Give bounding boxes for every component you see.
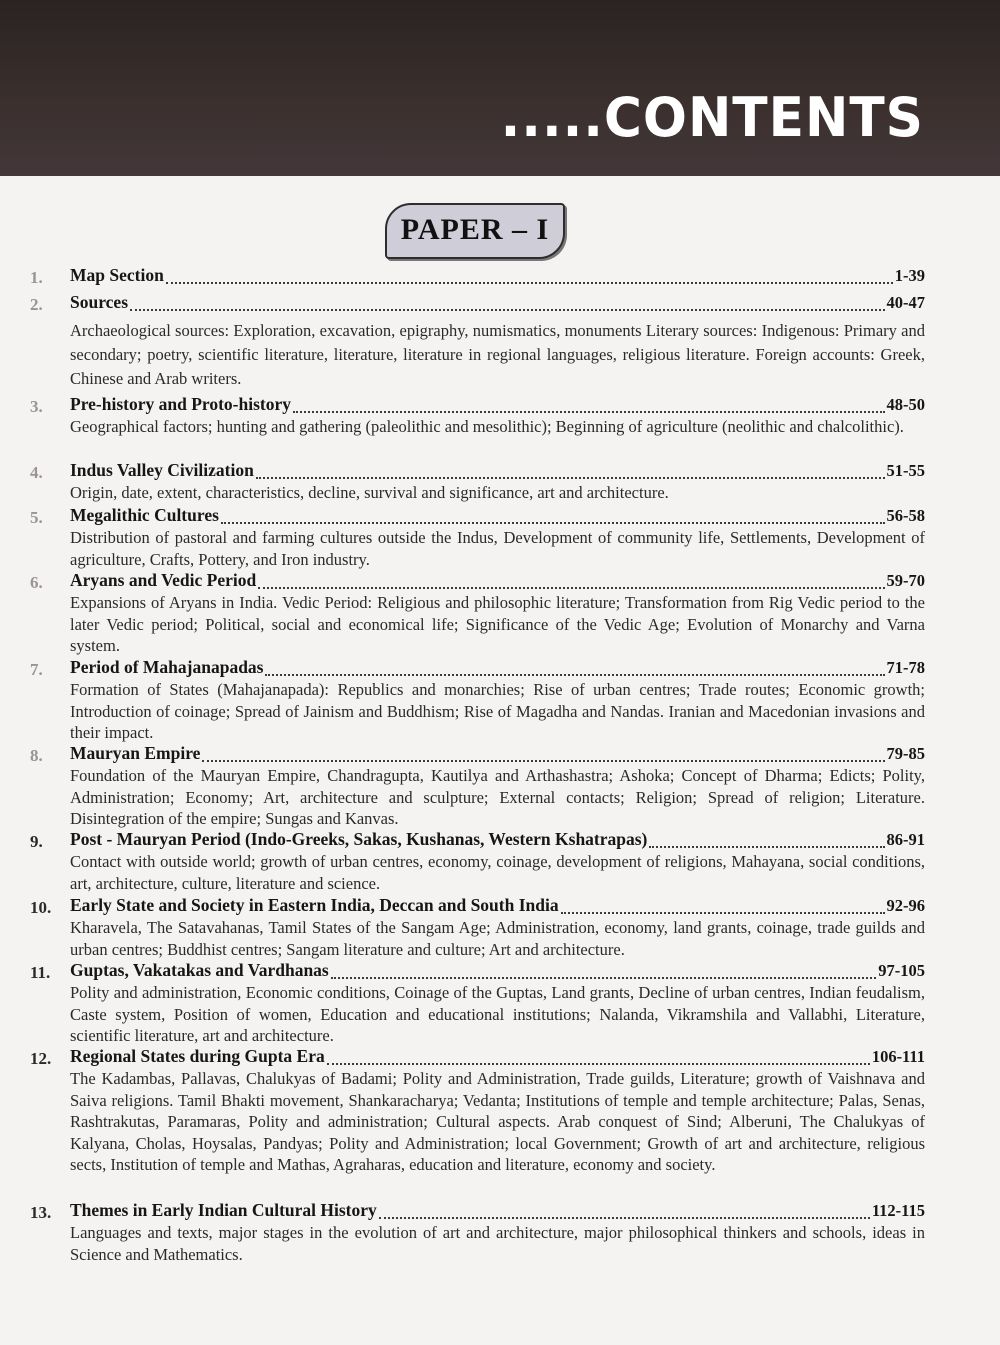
entry-pages: 79-85 [886, 744, 925, 763]
entry-number: 6. [30, 573, 43, 592]
entry-number: 7. [30, 660, 43, 679]
entry-heading [70, 265, 925, 289]
entry-description: Geographical factors; hunting and gathering (paleolithic and mesolithic); Beginning of agriculture (neolithic and chalcolithic). [70, 417, 904, 436]
entry-number: 3. [30, 397, 43, 416]
entry-description: Contact with outside world; growth of urban centres, economy, coinage, development of religions, Mahayana, social conditions, art, architecture, culture, literature and science. [70, 852, 925, 893]
paper-label-badge [385, 203, 565, 259]
entry-pages: 92-96 [886, 896, 925, 915]
entry-heading [70, 657, 925, 681]
dot-leader [331, 961, 877, 979]
entry-heading [70, 1200, 925, 1224]
entry-pages: 112-115 [871, 1201, 925, 1220]
entry-pages: 51-55 [886, 461, 925, 480]
entry-heading [70, 1046, 925, 1070]
entry-heading [70, 394, 925, 418]
entry-heading [70, 505, 925, 529]
dot-leader [327, 1047, 870, 1065]
entry-heading [70, 895, 925, 919]
entry-number: 5. [30, 508, 43, 527]
dot-leader [256, 461, 885, 479]
entry-description: Formation of States (Mahajanapada): Republics and monarchies; Rise of urban centres; Trade routes; Economic growth; Introduction of coinage; Spread of Jainism and Buddhism; Rise of Magadha and Nandas. Iranian and Macedonian invasions and their impact. [70, 680, 925, 742]
entry-title: Period of Mahajanapadas [70, 657, 264, 677]
entry-number: 10. [30, 898, 52, 917]
entry-pages: 106-111 [871, 1047, 925, 1066]
dot-leader [293, 395, 885, 413]
dot-leader [561, 896, 885, 914]
dot-leader [130, 293, 884, 311]
dot-leader [379, 1201, 870, 1219]
entry-number: 4. [30, 463, 43, 482]
entry-pages: 1-39 [894, 266, 925, 285]
entry-number: 13. [30, 1203, 52, 1222]
dot-leader [649, 830, 884, 848]
entry-number: 1. [30, 268, 43, 287]
dot-leader [258, 571, 884, 589]
entry-pages: 56-58 [886, 506, 925, 525]
entry-title: Guptas, Vakatakas and Vardhanas [70, 960, 329, 980]
paper-label: PAPER – I [400, 213, 550, 246]
entry-description: Archaeological sources: Exploration, excavation, epigraphy, numismatics, monuments Literary sources: Indigenous: Primary and secondary; poetry, scientific literature, literature, literature in regional languages, religious literature. Foreign accounts: Greek, Chinese and Arab writers. [70, 321, 925, 388]
entry-title: Sources [70, 292, 129, 312]
entry-title: Themes in Early Indian Cultural History [70, 1200, 377, 1220]
entry-description: Origin, date, extent, characteristics, decline, survival and significance, art and architecture. [70, 483, 669, 502]
entry-description: Distribution of pastoral and farming cultures outside the Indus, Development of community life, Settlements, Development of agriculture, Crafts, Pottery, and Iron industry. [70, 528, 925, 569]
dot-leader [265, 658, 884, 676]
entry-description: Kharavela, The Satavahanas, Tamil States of the Sangam Age; Administration, economy, land grants, coinage, trade guilds and urban centres; Buddhist centres; Sangam literature and culture; Art and architecture. [70, 918, 925, 959]
entry-heading [70, 570, 925, 594]
entry-pages: 71-78 [886, 658, 925, 677]
contents-title: .....CONTENTS [500, 86, 924, 149]
entry-number: 2. [30, 295, 43, 314]
entry-pages: 48-50 [886, 395, 925, 414]
header-band [0, 0, 1000, 176]
entry-description: The Kadambas, Pallavas, Chalukyas of Badami; Polity and Administration, Trade guilds, Literature; growth of Vaishnava and Saiva religions. Tamil Bhakti movement, Shankaracharya; Vedanta; Institutions of temple and temple architecture; Palas, Senas, Rashtrakutas, Paramaras, Polity and administration; Cultural aspects. Arab conquest of Sind; Alberuni, The Chalukyas of Kalyana, Cholas, Hoysalas, Pandyas; Polity and Administration; local Government; Growth of art and architecture, religious sects, Institution of temple and Mathas, Agraharas, education and literature, economy and society. [70, 1069, 925, 1174]
entry-number: 11. [30, 963, 51, 982]
entry-title: Pre-history and Proto-history [70, 394, 291, 414]
entry-title: Megalithic Cultures [70, 505, 219, 525]
dot-leader [221, 506, 885, 524]
entry-title: Map Section [70, 265, 164, 285]
entry-title: Post - Mauryan Period (Indo-Greeks, Sakas, Kushanas, Western Kshatrapas) [70, 829, 648, 849]
entry-pages: 40-47 [886, 293, 925, 312]
dot-leader [166, 266, 893, 284]
entry-description: Polity and administration, Economic conditions, Coinage of the Guptas, Land grants, Decline of urban centres, Indian feudalism, Caste system, Position of women, Education and educational institutions; Nalanda, Vikramshila and Vallabhi, Literature, scientific literature, art and architecture. [70, 983, 925, 1045]
entry-title: Aryans and Vedic Period [70, 570, 257, 590]
entry-heading [70, 960, 925, 984]
entry-heading [70, 743, 925, 767]
entry-pages: 59-70 [886, 571, 925, 590]
entry-heading [70, 460, 925, 484]
entry-heading [70, 292, 925, 316]
entry-pages: 86-91 [886, 830, 925, 849]
dot-leader [202, 744, 884, 762]
entry-title: Regional States during Gupta Era [70, 1046, 325, 1066]
entry-description: Foundation of the Mauryan Empire, Chandragupta, Kautilya and Arthashastra; Ashoka; Concept of Dharma; Edicts; Polity, Administration; Economy; Art, architecture and sculpture; External contacts; Religion; Spread of religion; Literature. Disintegration of the empire; Sungas and Kanvas. [70, 766, 925, 828]
entry-title: Early State and Society in Eastern India, Deccan and South India [70, 895, 559, 915]
entry-number: 9. [30, 832, 43, 851]
entry-description: Languages and texts, major stages in the evolution of art and architecture, major philosophical thinkers and schools, ideas in Science and Mathematics. [70, 1223, 925, 1264]
entry-pages: 97-105 [878, 961, 925, 980]
entry-number: 12. [30, 1049, 52, 1068]
entry-description: Expansions of Aryans in India. Vedic Period: Religious and philosophic literature; Transformation from Rig Vedic period to the later Vedic period; Political, social and economical life; Significance of the Vedic Age; Evolution of Monarchy and Varna system. [70, 593, 925, 655]
entry-heading [70, 829, 925, 853]
entry-title: Indus Valley Civilization [70, 460, 254, 480]
entry-number: 8. [30, 746, 43, 765]
entry-title: Mauryan Empire [70, 743, 201, 763]
